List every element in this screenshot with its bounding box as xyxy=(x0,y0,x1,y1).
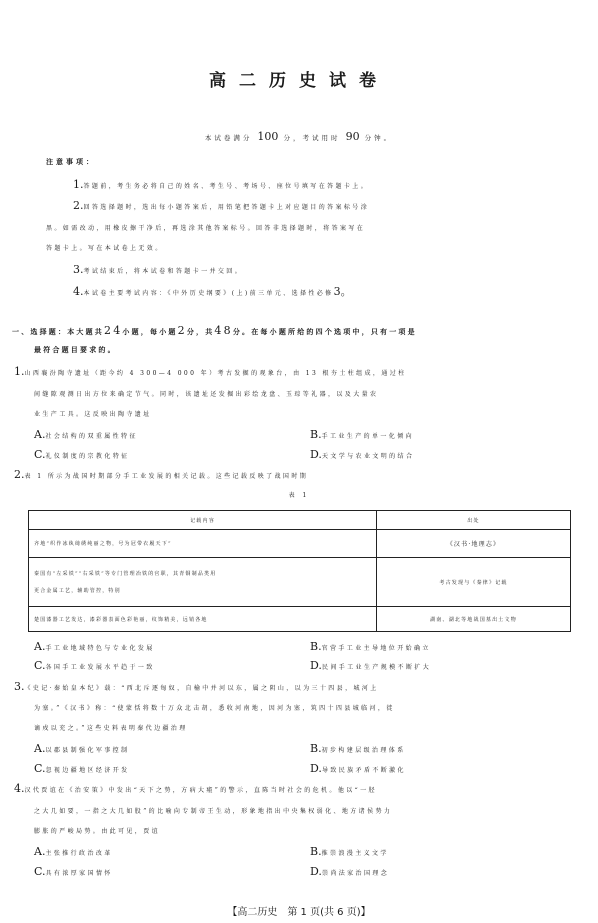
option-a[interactable] xyxy=(34,428,138,441)
option-text: 天文学与农业文明的结合 xyxy=(321,453,415,460)
note-text-cont: 黑。如需改动，用橡皮擦干净后，再选涂其他答案标号。回答非选择题时，将答案写在 xyxy=(46,225,366,232)
question-text: 表 1 所示为战国时期部分手工业发展的相关记载。这些记载反映了战国时期 xyxy=(24,473,309,480)
section-text: 一、选择题：本大题共 xyxy=(12,327,104,336)
question-1 xyxy=(14,365,407,378)
note-number: 4. xyxy=(73,285,84,298)
option-text: 忽视边疆地区经济开发 xyxy=(45,767,130,774)
question-count: 24 xyxy=(104,324,123,337)
option-letter: D. xyxy=(310,448,322,461)
question-number: 3. xyxy=(14,680,25,693)
option-d[interactable] xyxy=(310,448,414,461)
option-text: 崇尚法家治国理念 xyxy=(321,870,390,877)
table-row xyxy=(29,558,571,607)
option-text: 初步构建层级治理体系 xyxy=(321,747,406,754)
option-text: 具有浓厚家国情怀 xyxy=(45,870,113,877)
section-heading-cont: 最符合题目要求的。 xyxy=(34,345,117,354)
table-cell: 齐地“织作冰纨绮绣纯丽之物，号为冠带衣履天下” xyxy=(29,530,377,558)
table-caption: 表 1 xyxy=(288,492,310,499)
option-letter: D. xyxy=(310,865,322,878)
option-d[interactable] xyxy=(310,865,389,878)
exam-info xyxy=(0,130,598,143)
option-b[interactable] xyxy=(310,742,406,755)
table-cell: 湖南、湖北等地战国墓出土文物 xyxy=(377,607,571,632)
exam-info-text: 分钟。 xyxy=(364,134,394,142)
question-number: 1. xyxy=(14,365,25,378)
table-cell: 楚国漆器工艺发达，漆彩器表面色彩艳丽，纹饰精美，远销各地 xyxy=(29,607,377,632)
option-text: 导致民族矛盾不断激化 xyxy=(321,767,406,774)
option-b[interactable] xyxy=(310,428,414,441)
table-cell xyxy=(29,558,377,607)
exam-info-text: 分，考试用时 xyxy=(283,134,341,142)
note-number: 3。 xyxy=(333,285,352,298)
option-text: 主张推行政治改革 xyxy=(45,850,113,857)
option-text: 手工业地域特色与专业化发展 xyxy=(45,645,155,652)
notes-heading: 注意事项： xyxy=(46,157,96,166)
page-footer: 【高二历史 第 1 页(共 6 页)】 xyxy=(227,907,371,918)
note-text: 本试卷主要考试内容：《中外历史纲要》(上)前三单元、选择性必修 xyxy=(83,290,334,297)
question-text: 之大几如要，一指之大几如股”的比喻向专制帝王生动，形象地指出中央集权弱化、地方诸侯势力 xyxy=(34,808,393,815)
option-text: 以郡县制强化军事控制 xyxy=(45,747,130,754)
table-header: 记载内容 xyxy=(29,511,377,530)
table-row xyxy=(29,530,571,558)
data-table xyxy=(28,510,571,632)
option-letter: D. xyxy=(310,659,322,672)
note-text: 回答选择题时，选出每小题答案后，用铅笔把答题卡上对应题目的答案标号涂 xyxy=(83,204,370,211)
note-text-cont: 答题卡上。写在本试卷上无效。 xyxy=(46,245,164,252)
question-text: 间缝隙观测日出方位来确定节气。同时，该遗址还发掘出彩绘龙盘、玉琮等礼器，以及大量农 xyxy=(34,391,379,398)
option-text: 手工业生产的单一化倾向 xyxy=(321,433,414,440)
question-text: 山西襄汾陶寺遗址（距今约 4 300—4 000 年）考古发掘的观象台，由 13 根夯土柱组成，通过柱 xyxy=(24,370,407,377)
option-letter: B. xyxy=(310,845,322,858)
option-c[interactable] xyxy=(34,762,130,775)
note-number: 2. xyxy=(73,199,84,212)
option-text: 民间手工业生产规模不断扩大 xyxy=(321,664,432,671)
points-each: 2 xyxy=(177,324,187,337)
question-text: 谪戍以充之。”这些史料表明秦代边疆治理 xyxy=(34,725,188,732)
option-text: 社会结构的双重属性特征 xyxy=(45,433,138,440)
question-number: 4. xyxy=(14,782,25,795)
question-text: 为塞。”《汉书》称：“使蒙恬将数十万众北击胡，悉收河南地，因河为塞，筑四十四县城临河，徙 xyxy=(34,705,395,712)
option-letter: A. xyxy=(34,845,46,858)
option-letter: D. xyxy=(310,762,322,775)
option-c[interactable] xyxy=(34,448,130,461)
section-text: 分，共 xyxy=(186,327,215,336)
option-a[interactable] xyxy=(34,845,113,858)
option-letter: B. xyxy=(310,428,322,441)
question-text: 汉代贾谊在《治安策》中发出“天下之势，方病大瘇”的警示，直陈当时社会的危机。他以“一胫 xyxy=(24,787,377,794)
question-text: 膨胀的严峻局势。由此可见，贾谊 xyxy=(34,828,161,835)
option-letter: C. xyxy=(34,762,46,775)
table-header: 出处 xyxy=(377,511,571,530)
option-letter: A. xyxy=(34,742,46,755)
table-cell-line: 更合金属工艺，辅助管控，特别 xyxy=(34,588,121,594)
question-3 xyxy=(14,680,379,693)
option-text: 官营手工业主导地位开始确立 xyxy=(321,645,431,652)
table-cell: 《汉书·地理志》 xyxy=(377,530,571,558)
option-a[interactable] xyxy=(34,742,129,755)
exam-info-text: 本试卷满分 xyxy=(204,134,253,142)
option-letter: C. xyxy=(34,448,46,461)
note-item xyxy=(73,178,369,191)
option-d[interactable] xyxy=(310,762,406,775)
table-header-row xyxy=(29,511,571,530)
exam-time: 90 xyxy=(345,130,360,143)
option-letter: A. xyxy=(34,428,46,441)
option-b[interactable] xyxy=(310,640,431,653)
note-text: 考试结束后，将本试卷和答题卡一并交回。 xyxy=(83,268,244,275)
option-text: 各国手工业发展水平趋于一致 xyxy=(45,664,155,671)
option-text: 推崇浪漫主义文学 xyxy=(321,850,389,857)
question-text: 业生产工具。这反映出陶寺遗址 xyxy=(34,411,152,418)
table-cell: 考古发现与《秦律》记载 xyxy=(377,558,571,607)
option-c[interactable] xyxy=(34,865,113,878)
note-item xyxy=(73,263,243,276)
table-cell-line: 秦国有“左采铁”“右采铁”等专门管理冶铁的官职，其青铜制品类用 xyxy=(34,571,217,577)
section-text: 分。在每小题所给的四个选项中，只有一项是 xyxy=(232,327,417,336)
note-item xyxy=(73,283,352,299)
full-score: 100 xyxy=(257,130,279,143)
option-text: 礼仪制度的宗教化特征 xyxy=(45,453,130,460)
section-heading xyxy=(12,324,417,337)
question-2 xyxy=(14,468,308,481)
total-points: 48 xyxy=(214,324,233,337)
note-number: 1. xyxy=(73,178,84,191)
note-item xyxy=(73,199,369,212)
option-letter: B. xyxy=(310,640,322,653)
option-b[interactable] xyxy=(310,845,389,858)
note-text: 答题前，考生务必将自己的姓名、考生号、考场号、座位号填写在答题卡上。 xyxy=(83,183,370,190)
option-c[interactable] xyxy=(34,659,155,672)
note-number: 3. xyxy=(73,263,84,276)
question-number: 2. xyxy=(14,468,25,481)
option-letter: A. xyxy=(34,640,46,653)
option-letter: C. xyxy=(34,659,46,672)
option-letter: C. xyxy=(34,865,46,878)
option-d[interactable] xyxy=(310,659,431,672)
option-letter: B. xyxy=(310,742,322,755)
page-title: 高二历史试卷 xyxy=(209,71,389,91)
table-row xyxy=(29,607,571,632)
section-text: 小题，每小题 xyxy=(122,327,178,336)
option-a[interactable] xyxy=(34,640,155,653)
question-text: 《史记·秦始皇本纪》载：“西北斥逐匈奴，自榆中并河以东，属之阴山，以为三十四县，城河上 xyxy=(24,685,379,692)
question-4 xyxy=(14,782,377,795)
